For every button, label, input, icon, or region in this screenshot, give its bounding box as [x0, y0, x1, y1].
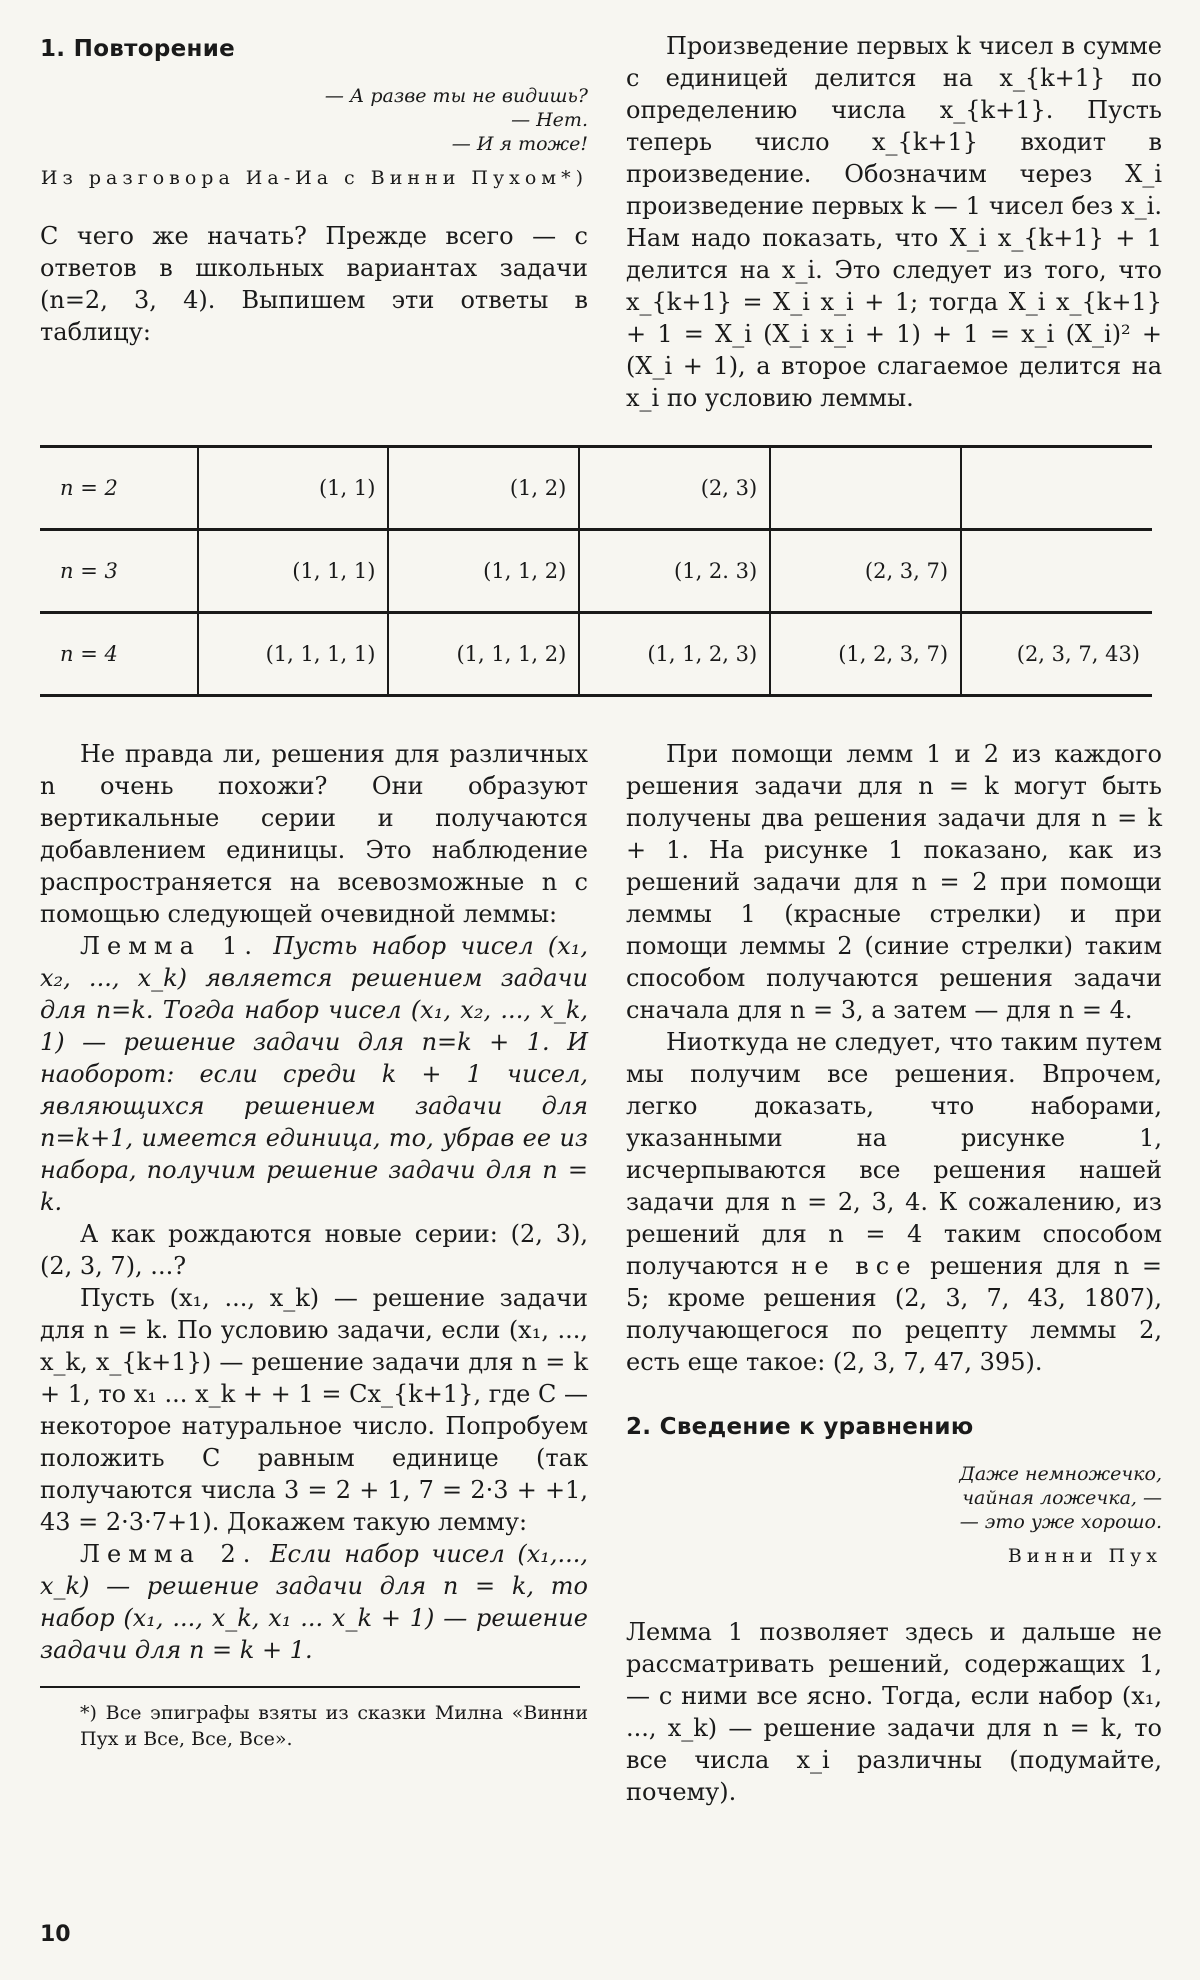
table-cell: (1, 1, 1) — [198, 530, 389, 613]
section1-title: 1. Повторение — [40, 36, 236, 62]
row-label: n = 4 — [40, 613, 198, 696]
table-cell: (1, 2, 3, 7) — [770, 613, 961, 696]
left-bottom-column — [40, 738, 588, 1752]
epigraph-line: — И я тоже! — [451, 133, 588, 155]
table-cell: (1, 1, 1, 2) — [388, 613, 579, 696]
table-cell: (2, 3, 7, 43) — [961, 613, 1152, 696]
paragraph-not-all-b: решения для n = 5; кроме решения (2, 3, 7, 43, 1807), получающегося по рецепту леммы 2, есть еще такое: (2, 3, 7, 47, 395). — [626, 1252, 1162, 1376]
table-row — [40, 530, 1152, 613]
table-cell: (2, 3, 7) — [770, 530, 961, 613]
not-all-emphasis: не все — [791, 1252, 918, 1280]
table-cell: (1, 1, 2, 3) — [579, 613, 770, 696]
table-cell — [770, 447, 961, 530]
page-number: 10 — [40, 1922, 71, 1947]
table-cell: (2, 3) — [579, 447, 770, 530]
epigraph-2 — [626, 1462, 1162, 1568]
epigraph-source: Из разговора Иа-Иа с Винни Пухом*) — [40, 167, 588, 189]
table-cell: (1, 2) — [388, 447, 579, 530]
paragraph-not-all-a: Ниоткуда не следует, что таким путем мы получим все решения. Впрочем, легко доказать, что наборами, указанными на рисунке 1, исчерпываются все решения нашей задачи для n = 2, 3, 4. К сожалению, из решений для n = 4 таким способом получаются — [626, 1028, 1162, 1280]
footnote-divider — [40, 1686, 580, 1688]
lemma-2-name: Лемма 2. — [80, 1540, 258, 1568]
lemma-2-text: Если набор чисел (x₁,..., x_k) — решение задачи для n = k, то набор (x₁, ..., x_k, x₁ ... x_k + 1) — решение задачи для n = k + 1. — [40, 1540, 588, 1664]
row-label: n = 3 — [40, 530, 198, 613]
lemma-1 — [40, 930, 588, 1218]
table-cell: (1, 1, 2) — [388, 530, 579, 613]
table-cell: (1, 1) — [198, 447, 389, 530]
table-cell — [961, 530, 1152, 613]
table-row — [40, 613, 1152, 696]
lemma-1-name: Лемма 1. — [80, 932, 259, 960]
epigraph-line: — это уже хорошо. — [959, 1511, 1162, 1533]
footnote: *) Все эпиграфы взяты из сказки Милна «Винни Пух и Все, Все, Все». — [80, 1702, 588, 1750]
paragraph-reduction: Лемма 1 позволяет здесь и дальше не рассматривать решений, содержащих 1,— с ними все ясно. Тогда, если набор (x₁, ..., x_k) — решение задачи для n = k, то все числа x_i различны (подумайте, почему). — [626, 1618, 1162, 1806]
epigraph-line: — Нет. — [511, 109, 588, 131]
intro-paragraph: С чего же начать? Прежде всего — с ответов в школьных вариантах задачи (n=2, 3, 4). Выпишем эти ответы в таблицу: — [40, 222, 588, 346]
table-cell — [961, 447, 1152, 530]
section2-title: 2. Сведение к уравнению — [626, 1414, 974, 1440]
epigraph-line: — А разве ты не видишь? — [324, 85, 588, 107]
epigraph-1 — [40, 84, 588, 190]
row-label: n = 2 — [40, 447, 198, 530]
lemma-2 — [40, 1538, 588, 1666]
left-top-column — [40, 30, 588, 348]
epigraph-line: чайная ложечка, — — [962, 1487, 1162, 1509]
paragraph-let: Пусть (x₁, ..., x_k) — решение задачи для n = k. По условию задачи, если (x₁, ..., x_k, x_{k+1}) — решение задачи для n = k + 1, то x₁ ... x_k + + 1 = Cx_{k+1}, где C — некоторое натуральное число. Попробуем положить C равным единице (так получаются числа 3 = 2 + 1, 7 = 2·3 + +1, 43 = 2·3·7+1). Докажем такую лемму: — [40, 1284, 588, 1536]
right-top-paragraph: Произведение первых k чисел в сумме с единицей делится на x_{k+1} по определению числа x_{k+1}. Пусть теперь число x_{k+1} входит в произведение. Обозначим через X_i произведение первых k — 1 чисел без x_i. Нам надо показать, что X_i x_{k+1} + 1 делится на x_i. Это следует из того, что x_{k+1} = X_i x_i + 1; тогда X_i x_{k+1} + 1 = X_i (X_i x_i + 1) + 1 = x_i (X_i)² + (X_i + 1), а второе слагаемое делится на x_i по условию леммы. — [626, 32, 1162, 412]
paragraph-not-all — [626, 1026, 1162, 1378]
lemma-1-text: Пусть набор чисел (x₁, x₂, ..., x_k) является решением задачи для n=k. Тогда набор чисел (x₁, x₂, ..., x_k, 1) — решение задачи для n=k + 1. И наоборот: если среди k + 1 чисел, являющихся решением задачи для n=k+1, имеется единица, то, убрав ее из набора, получим решение задачи для n = k. — [40, 932, 588, 1216]
right-top-column — [626, 30, 1162, 414]
right-bottom-column — [626, 738, 1162, 1808]
solutions-table — [40, 445, 1152, 697]
epigraph-line: Даже немножечко, — [959, 1463, 1162, 1485]
table-cell: (1, 2. 3) — [579, 530, 770, 613]
table-row — [40, 447, 1152, 530]
paragraph-new-series: А как рождаются новые серии: (2, 3), (2, 3, 7), ...? — [40, 1220, 588, 1280]
paragraph-series: Не правда ли, решения для различных n очень похожи? Они образуют вертикальные серии и получаются добавлением единицы. Это наблюдение распространяется на всевозможные n с помощью следующей очевидной леммы: — [40, 740, 588, 928]
paragraph-lemmas-usage: При помощи лемм 1 и 2 из каждого решения задачи для n = k могут быть получены два решения задачи для n = k + 1. На рисунке 1 показано, как из решений задачи для n = 2 при помощи леммы 1 (красные стрелки) и при помощи леммы 2 (синие стрелки) таким способом получаются решения задачи сначала для n = 3, а затем — для n = 4. — [626, 740, 1162, 1024]
epigraph-source: Винни Пух — [1007, 1545, 1162, 1567]
table-cell: (1, 1, 1, 1) — [198, 613, 389, 696]
